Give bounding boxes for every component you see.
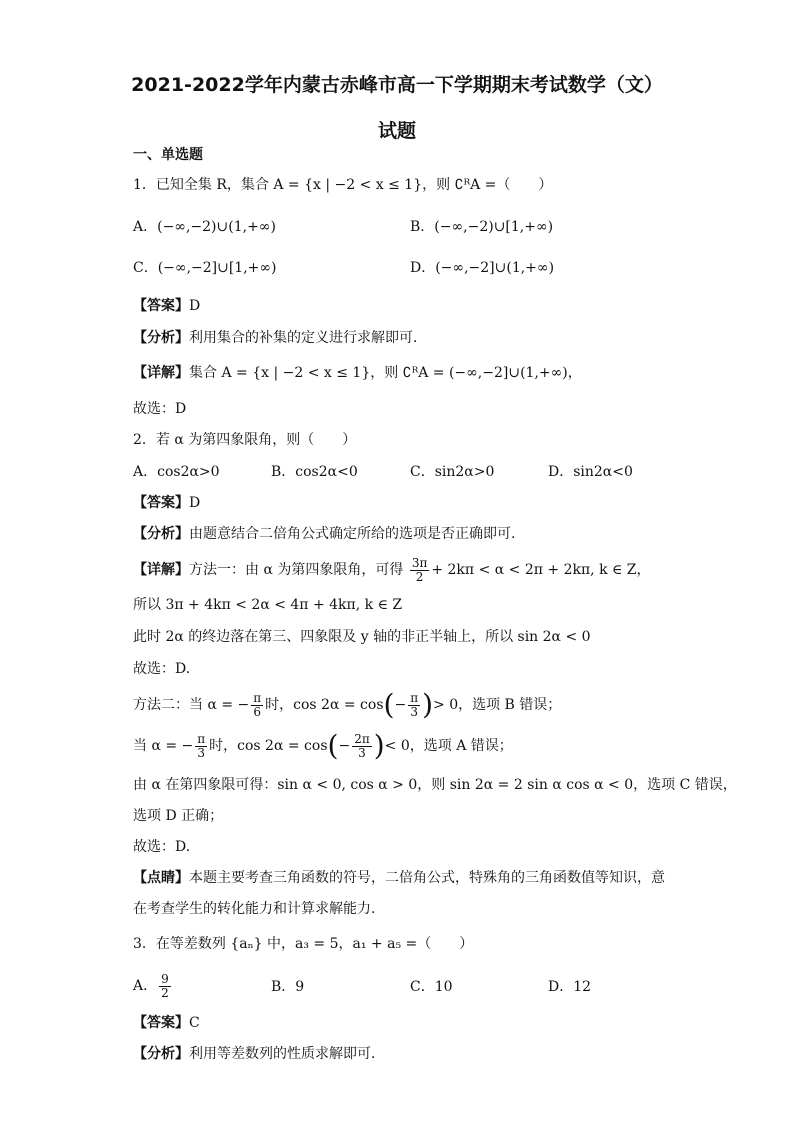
fraction: $\frac{2\pi}{3}$ [354, 731, 370, 760]
q2-method2-b: 当 α = − $\frac{\pi}{3}$ 时，cos 2α = cos(− $\frac{2\pi}{3}$ )< 0，选项 A 错误； [133, 729, 513, 762]
q2-detail-post: + 2kπ < α < 2π + 2kπ, k ∈ Z， [431, 562, 651, 578]
q2-option-a: A．cos2α>0 [133, 464, 220, 480]
q2-method2-d: 选项 D 正确； [133, 808, 224, 824]
q2-comment2: 在考查学生的转化能力和计算求解能力. [133, 901, 376, 917]
page-title-line2: 试题 [377, 120, 416, 142]
answer-tag: 【答案】 [133, 1015, 189, 1031]
fraction: $\frac{\pi}{3}$ [410, 690, 419, 719]
answer-tag: 【答案】 [133, 298, 189, 314]
q1-answer: D [189, 298, 201, 314]
detail-tag: 【详解】 [133, 562, 189, 578]
fraction: $\frac{9}{2}$ [161, 971, 169, 1000]
q2-line3: 此时 2α 的终边落在第三、四象限及 y 轴的非正半轴上，所以 sin 2α < 0 [133, 629, 591, 645]
analysis-tag: 【分析】 [133, 330, 189, 346]
comment-tag: 【点睛】 [133, 870, 189, 886]
q3-answer-row [133, 1014, 200, 1032]
q2-answer: D [189, 495, 201, 511]
q2-method2-e: 故选：D. [133, 839, 191, 855]
answer-tag: 【答案】 [133, 495, 189, 511]
detail-tag: 【详解】 [133, 365, 189, 381]
q2-detail-row [133, 555, 651, 585]
q2-option-d: D．sin2α<0 [548, 464, 633, 480]
q2-method2-a: 方法二：当 α = − $\frac{\pi}{6}$ 时，cos 2α = cos(− $\frac{\pi}{3}$ )> 0，选项 B 错误； [133, 688, 562, 721]
fraction: $\frac{\pi}{6}$ [253, 690, 262, 719]
q1-analysis: 利用集合的补集的定义进行求解即可． [189, 330, 427, 346]
q1-option-c: C．(−∞,−2]∪[1,+∞) [133, 260, 277, 276]
q1-answer-row [133, 297, 200, 315]
q3-analysis-row [133, 1045, 385, 1063]
q2-option-b: B．cos2α<0 [271, 464, 358, 480]
q3-option-b: B．9 [271, 979, 305, 995]
q2-method2-c: 由 α 在第四象限可得：sin α < 0, cos α > 0，则 sin 2α = 2 sin α cos α < 0，选项 C 错误， [133, 777, 737, 793]
q1-option-b: B．(−∞,−2)∪[1,+∞) [410, 219, 554, 235]
q2-line2: 所以 3π + 4kπ < 2α < 4π + 4kπ, k ∈ Z [133, 597, 403, 613]
page-title: 2021-2022学年内蒙古赤峰市高一下学期期末考试数学（文） [131, 74, 663, 96]
analysis-tag: 【分析】 [133, 526, 189, 542]
q1-detail-row [133, 364, 582, 382]
section-heading: 一、单选题 [133, 147, 203, 163]
q2-answer-row [133, 494, 200, 512]
q1-option-d: D．(−∞,−2]∪(1,+∞) [410, 260, 555, 276]
q1-analysis-row [133, 329, 427, 347]
q2-analysis: 由题意结合二倍角公式确定所给的选项是否正确即可. [189, 526, 516, 542]
q1-option-a: A．(−∞,−2)∪(1,+∞) [133, 219, 276, 235]
q2-option-c: C．sin2α>0 [410, 464, 495, 480]
q2-detail-pre: 方法一：由 α 为第四象限角，可得 [189, 562, 404, 578]
q3-analysis: 利用等差数列的性质求解即可． [189, 1046, 385, 1062]
q2-comment1: 本题主要考查三角函数的符号，二倍角公式，特殊角的三角函数值等知识，意 [189, 870, 665, 886]
q1-stem: 1．已知全集 R，集合 A = {x | −2 < x ≤ 1}，则 ∁ᴿA =（ ） [133, 177, 553, 193]
fraction: $\frac{3\pi}{2}$ [411, 555, 428, 584]
q1-conclusion: 故选：D [133, 401, 187, 417]
q3-answer: C [189, 1015, 200, 1031]
q2-stem: 2．若 α 为第四象限角，则（ ） [133, 432, 357, 448]
q2-comment-row [133, 869, 665, 887]
q3-option-d: D．12 [548, 979, 592, 995]
q3-option-c: C．10 [410, 979, 453, 995]
fraction: $\frac{\pi}{3}$ [197, 731, 206, 760]
analysis-tag: 【分析】 [133, 1046, 189, 1062]
q2-analysis-row [133, 525, 515, 543]
q2-line4: 故选：D. [133, 661, 191, 677]
q1-detail: 集合 A = {x | −2 < x ≤ 1}，则 ∁ᴿA = (−∞,−2]∪(1,+∞)， [189, 365, 582, 381]
q3-option-a: A． $\frac{9}{2}$ [133, 971, 169, 1000]
q3-stem: 3．在等差数列 {aₙ} 中，a₃ = 5，a₁ + a₅ =（ ） [133, 936, 474, 952]
